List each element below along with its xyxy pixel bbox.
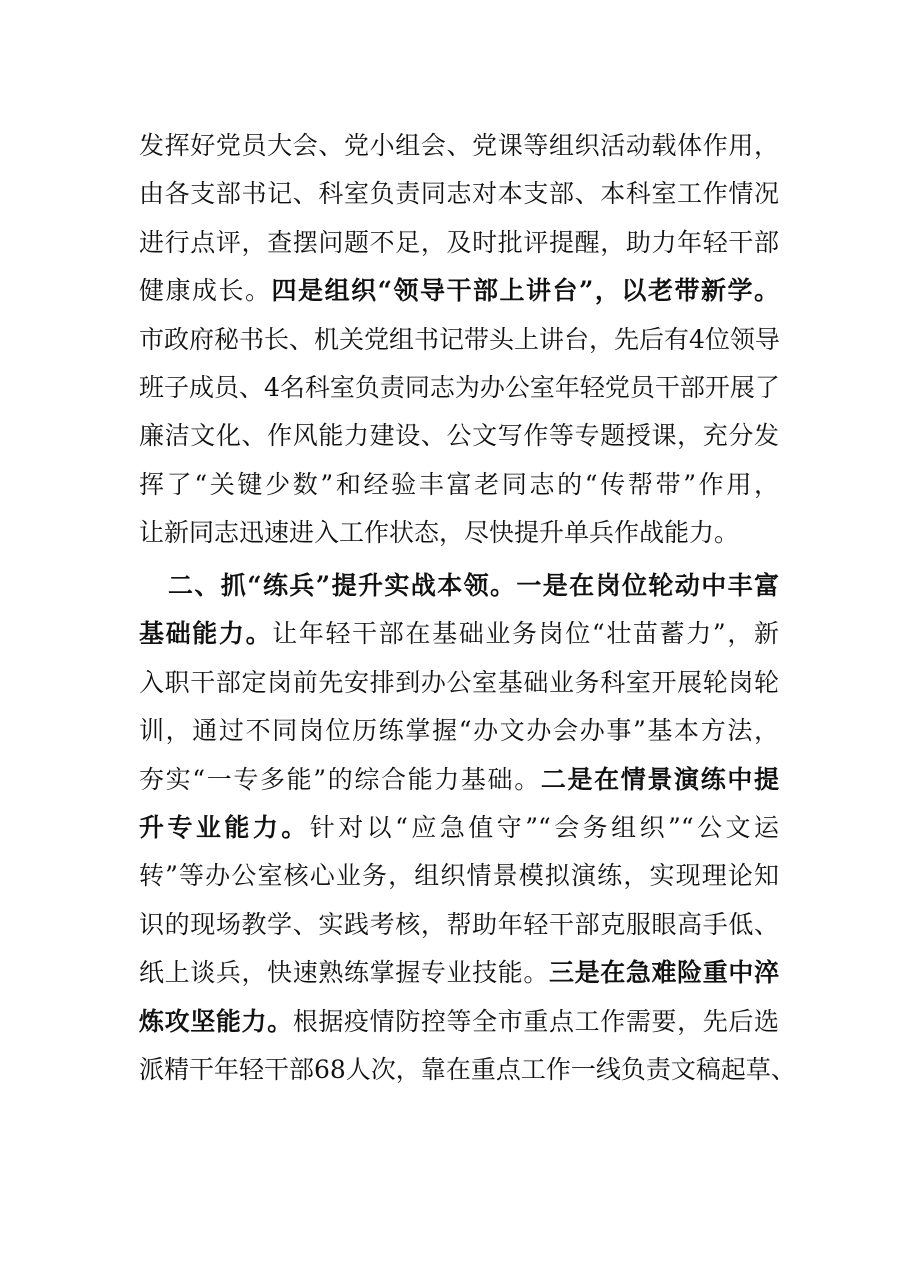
body-text: 根据疫情防控等全市重点工作需要，先后选 — [292, 1006, 779, 1036]
text-line — [139, 856, 779, 896]
body-text: 入职干部定岗前先安排到办公室基础业务科室开展轮岗轮 — [139, 667, 779, 697]
text-line — [139, 663, 779, 703]
body-text: 针对以“应急值守”“会务组织”“公文运 — [309, 813, 779, 842]
body-text: 夯实“一专多能”的综合能力基础。 — [139, 764, 541, 794]
body-text: 识的现场教学、实践考核，帮助年轻干部克服眼高手低、 — [139, 909, 779, 939]
text-line — [139, 465, 779, 505]
text-line — [139, 368, 779, 408]
body-text: 派精干年轻干部68人次，靠在重点工作一线负责文稿起草、 — [139, 1055, 796, 1084]
text-line — [139, 1002, 779, 1042]
body-text: 由各支部书记、科室负责同志对本支部、本科室工作情况 — [139, 179, 779, 209]
body-text: 市政府秘书长、机关党组书记带头上讲台，先后有4位领导 — [139, 324, 780, 354]
text-line — [139, 513, 779, 553]
text-line — [139, 174, 779, 214]
bold-text: 基础能力。 — [139, 619, 273, 649]
body-text: 发挥好党员大会、党小组会、党课等组织活动载体作用， — [139, 131, 779, 160]
bold-text: 四是组织“领导干部上讲台”，以老带新学。 — [271, 276, 779, 306]
text-line — [139, 953, 779, 993]
bold-text: 二、抓“练兵”提升实战本领。一是在岗位轮动中丰富 — [168, 571, 779, 600]
body-text: 纸上谈兵，快速熟练掌握专业技能。 — [139, 958, 549, 988]
text-line — [139, 271, 779, 311]
body-text: 让年轻干部在基础业务岗位“壮苗蓄力”，新 — [272, 619, 779, 649]
body-text: 健康成长。 — [139, 276, 272, 306]
body-text: 转”等办公室核心业务，组织情景模拟演练，实现理论知 — [139, 861, 779, 891]
bold-text: 二是在情景演练中提 — [540, 764, 779, 794]
bold-text: 升专业能力。 — [139, 813, 310, 842]
bold-text: 炼攻坚能力。 — [139, 1006, 293, 1036]
text-line — [139, 614, 779, 654]
body-text: 廉洁文化、作风能力建设、公文写作等专题授课，充分发 — [139, 421, 779, 451]
body-text: 让新同志迅速进入工作状态，尽快提升单兵作战能力。 — [139, 518, 740, 548]
text-line — [139, 905, 779, 945]
body-text: 班子成员、4名科室负责同志为办公室年轻党员干部开展了 — [139, 373, 780, 402]
text-line — [139, 320, 779, 360]
text-line — [139, 808, 779, 848]
body-text: 挥了“关键少数”和经验丰富老同志的“传帮带”作用， — [139, 469, 779, 499]
text-line — [139, 416, 779, 456]
text-line — [139, 566, 779, 606]
text-line — [139, 1050, 796, 1090]
body-text: 进行点评，查摆问题不足，及时批评提醒，助力年轻干部 — [139, 227, 779, 257]
body-text: 训，通过不同岗位历练掌握“办文办会办事”基本方法， — [139, 716, 779, 746]
text-line — [139, 126, 779, 166]
text-line — [139, 760, 779, 800]
text-line — [139, 711, 779, 751]
text-line — [139, 223, 779, 263]
bold-text: 三是在急难险重中淬 — [548, 958, 779, 988]
